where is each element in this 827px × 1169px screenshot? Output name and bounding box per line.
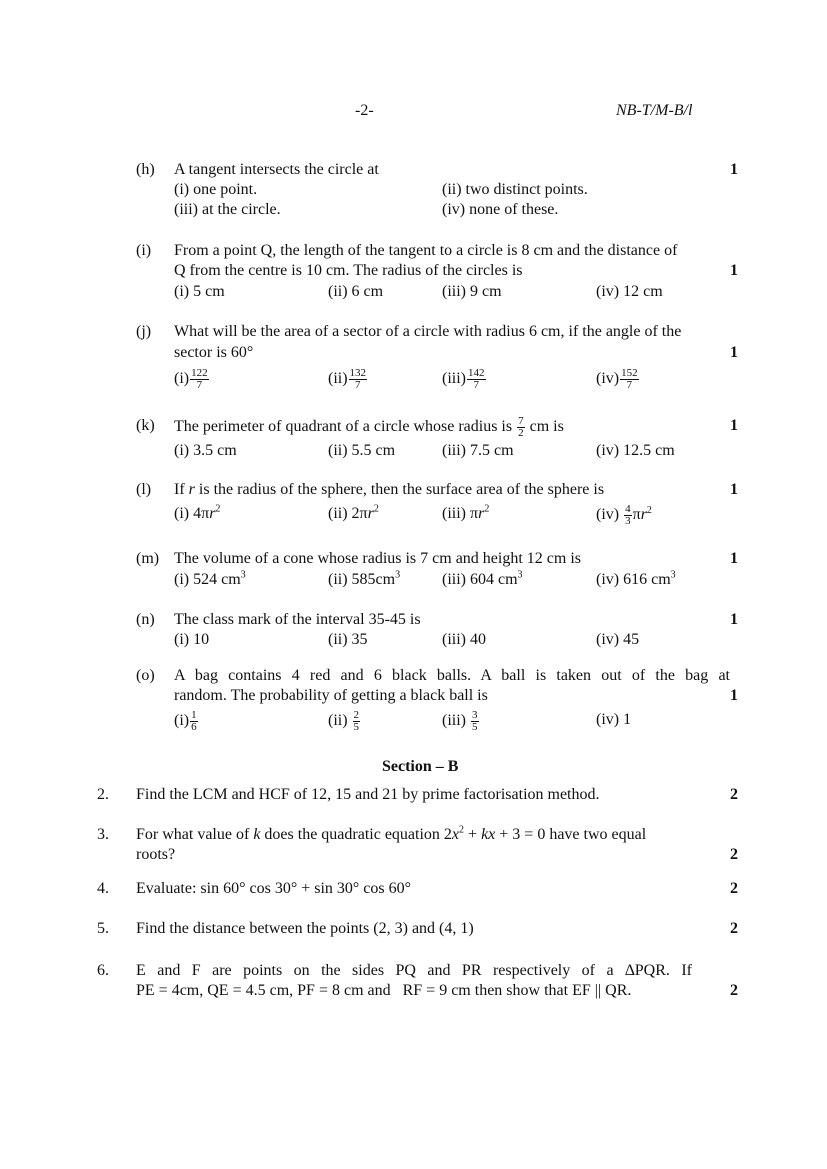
- question-number: 4.: [97, 880, 109, 897]
- question-text: [174, 480, 604, 500]
- option-2: (ii) two distinct points.: [442, 181, 588, 198]
- option-1: [174, 368, 210, 391]
- question-text-line1: E and F are points on the sides PQ and PR respectively of a ∆PQR. If: [136, 962, 692, 979]
- option-2: [328, 504, 379, 524]
- text-part: For what value of: [136, 826, 250, 843]
- option-prefix: (i): [174, 370, 190, 388]
- text-part: The perimeter of quadrant of a circle whose radius is: [174, 418, 513, 436]
- fraction: [353, 710, 361, 733]
- option-4: [596, 504, 652, 527]
- pi-symbol: π: [632, 506, 641, 524]
- option-3: [442, 504, 489, 524]
- fraction: [517, 416, 525, 439]
- denominator: 7: [196, 379, 203, 391]
- exponent: 2: [646, 504, 652, 516]
- marks: 2: [730, 880, 738, 897]
- question-label: (k): [136, 417, 155, 434]
- text-part: +: [464, 826, 482, 843]
- question-text-line2: random. The probability of getting a black ball is: [174, 687, 488, 704]
- option-prefix: (iii): [442, 712, 466, 730]
- option-2: [328, 570, 400, 590]
- option-prefix: (iii): [442, 370, 466, 388]
- marks: 2: [730, 846, 738, 863]
- exponent: 2: [373, 503, 379, 515]
- marks: 2: [730, 786, 738, 803]
- option-4: [596, 368, 640, 391]
- variable: x: [451, 826, 460, 843]
- option-3: (iii) 40: [442, 631, 486, 648]
- fraction: [190, 368, 209, 391]
- exponent: 3: [670, 569, 676, 581]
- text-part: is the radius of the sphere, then the surface area of the sphere is: [198, 481, 605, 498]
- question-label: (j): [136, 323, 152, 340]
- marks: 2: [730, 920, 738, 937]
- option-prefix: (i): [174, 712, 190, 730]
- option-3: [442, 570, 523, 590]
- fraction: [349, 368, 368, 391]
- question-number: 5.: [97, 920, 109, 937]
- option-2: [328, 368, 368, 391]
- option-4: (iv) none of these.: [442, 201, 559, 218]
- option-prefix: (ii): [328, 370, 348, 388]
- numerator: 3: [472, 709, 478, 721]
- variable: kx: [481, 826, 496, 843]
- numerator: 122: [191, 367, 208, 379]
- fraction: [190, 710, 198, 733]
- marks: 1: [730, 611, 738, 628]
- fraction: [467, 368, 486, 391]
- question-number: 3.: [97, 826, 109, 843]
- question-text-line1: What will be the area of a sector of a circle with radius 6 cm, if the angle of the: [174, 323, 682, 340]
- numerator: 2: [353, 709, 360, 721]
- question-text: Find the LCM and HCF of 12, 15 and 21 by prime factorisation method.: [136, 786, 600, 803]
- option-2: (ii) 6 cm: [328, 283, 384, 300]
- denominator: 5: [472, 721, 478, 733]
- question-text-line2: sector is 60°: [174, 344, 254, 361]
- option-1: [174, 710, 199, 733]
- option-1: (i) 10: [174, 631, 210, 648]
- question-text: The volume of a cone whose radius is 7 cm and height 12 cm is: [174, 550, 582, 567]
- exponent: 2: [215, 503, 221, 515]
- fraction: [624, 504, 632, 527]
- denominator: 7: [473, 379, 479, 391]
- option-text: (i) 524 cm: [174, 571, 241, 588]
- option-1: (i) one point.: [174, 181, 258, 198]
- option-text: (iii) π: [442, 505, 479, 522]
- exponent: 2: [484, 503, 490, 515]
- option-1: (i) 5 cm: [174, 283, 225, 300]
- marks: 1: [730, 262, 738, 279]
- option-4: (iv) 1: [596, 711, 632, 728]
- exponent: 2: [459, 824, 465, 836]
- question-label: (n): [136, 611, 155, 628]
- marks: 1: [730, 687, 738, 704]
- text-part: + 3 = 0 have two equal: [495, 826, 647, 843]
- denominator: 2: [518, 427, 524, 439]
- option-1: [174, 504, 220, 524]
- variable: r: [188, 481, 195, 498]
- marks: 1: [730, 550, 738, 567]
- option-4: (iv) 12.5 cm: [596, 442, 675, 459]
- numerator: 4: [625, 503, 631, 515]
- question-text: [174, 416, 564, 439]
- question-label: (m): [136, 550, 160, 567]
- numerator: 132: [349, 367, 367, 379]
- variable: r: [367, 505, 374, 522]
- section-b-heading: Section – B: [382, 758, 459, 775]
- option-4: (iv) 12 cm: [596, 283, 663, 300]
- exponent: 3: [517, 569, 523, 581]
- question-label: (l): [136, 481, 152, 498]
- option-4: [596, 570, 676, 590]
- denominator: 7: [626, 379, 633, 391]
- option-2: (ii) 35: [328, 631, 368, 648]
- text-part: If: [174, 481, 185, 498]
- numerator: 7: [518, 415, 524, 427]
- variable: r: [640, 506, 647, 524]
- question-number: 6.: [97, 962, 109, 979]
- question-text-line2: PE = 4cm, QE = 4.5 cm, PF = 8 cm and RF = 9 cm then show that EF || QR.: [136, 982, 632, 999]
- option-text: (ii) 2π: [328, 505, 368, 522]
- denominator: 6: [191, 721, 197, 733]
- option-prefix: (ii): [328, 712, 348, 730]
- option-1: (i) 3.5 cm: [174, 442, 237, 459]
- option-2: (ii) 5.5 cm: [328, 442, 396, 459]
- question-number: 2.: [97, 786, 109, 803]
- fraction: [471, 710, 479, 733]
- page-number: -2-: [355, 102, 374, 119]
- text-part: does the quadratic equation 2: [264, 826, 452, 843]
- marks: 1: [730, 481, 738, 498]
- question-text-line1: [136, 825, 646, 845]
- option-3: (iii) 9 cm: [442, 283, 502, 300]
- text-part: cm is: [529, 418, 564, 436]
- numerator: 142: [468, 367, 485, 379]
- question-text-line1: A bag contains 4 red and 6 black balls. A ball is taken out of the bag at: [174, 667, 730, 684]
- question-text: Find the distance between the points (2, 3) and (4, 1): [136, 920, 474, 937]
- option-4: (iv) 45: [596, 631, 640, 648]
- variable: r: [478, 505, 485, 522]
- option-prefix: (iv): [596, 370, 620, 388]
- option-3: [442, 710, 480, 733]
- exponent: 3: [240, 569, 246, 581]
- question-label: (o): [136, 667, 155, 684]
- question-text: A tangent intersects the circle at: [174, 161, 379, 178]
- option-text: (i) 4π: [174, 505, 210, 522]
- option-3: (iii) at the circle.: [174, 201, 281, 218]
- denominator: 3: [625, 515, 631, 527]
- marks: 1: [730, 344, 738, 361]
- marks: 1: [730, 417, 738, 434]
- numerator: 152: [621, 367, 638, 379]
- paper-code: NB-T/M-B/l: [616, 102, 693, 119]
- option-3: (iii) 7.5 cm: [442, 442, 514, 459]
- option-text: (iii) 604 cm: [442, 571, 518, 588]
- variable: k: [253, 826, 261, 843]
- question-label: (h): [136, 161, 155, 178]
- question-text: The class mark of the interval 35-45 is: [174, 611, 421, 628]
- denominator: 7: [355, 379, 361, 391]
- option-3: [442, 368, 487, 391]
- question-text-line2: roots?: [136, 846, 176, 863]
- variable: r: [209, 505, 216, 522]
- question-text-line1: From a point Q, the length of the tangent to a circle is 8 cm and the distance of: [174, 242, 678, 259]
- option-prefix: (iv): [596, 506, 620, 524]
- option-text: (ii) 585cm: [328, 571, 396, 588]
- question-label: (i): [136, 242, 152, 259]
- numerator: 1: [191, 709, 197, 721]
- option-text: (iv) 616 cm: [596, 571, 671, 588]
- exponent: 3: [395, 569, 401, 581]
- option-1: [174, 570, 246, 590]
- marks: 1: [730, 161, 738, 178]
- denominator: 5: [353, 721, 360, 733]
- question-text-line2: Q from the centre is 10 cm. The radius of the circles is: [174, 262, 523, 279]
- question-text: Evaluate: sin 60° cos 30° + sin 30° cos 60°: [136, 880, 412, 897]
- fraction: [620, 368, 639, 391]
- marks: 2: [730, 982, 738, 999]
- option-2: [328, 710, 361, 733]
